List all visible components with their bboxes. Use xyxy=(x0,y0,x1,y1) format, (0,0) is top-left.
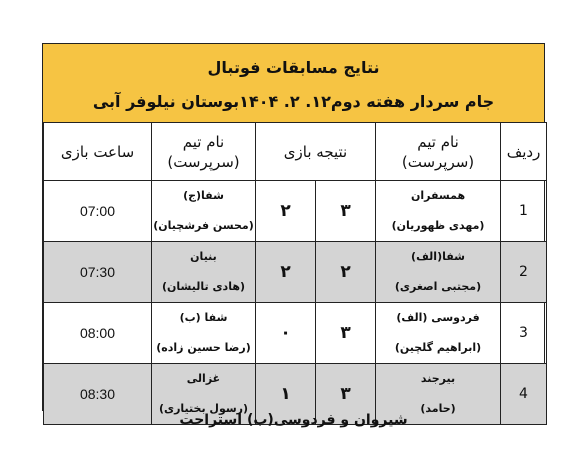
results-table xyxy=(43,122,547,425)
rest-note: شیروان و فردوسی(ب) استراحت xyxy=(179,412,408,428)
match-time: 07:30 xyxy=(44,242,152,303)
away-team-name: شفا (ب) xyxy=(179,311,228,324)
home-score: ۳ xyxy=(316,181,376,242)
away-team-cell xyxy=(152,303,256,364)
header-result: نتیجه بازی xyxy=(256,123,376,181)
away-score: ۰ xyxy=(256,303,316,364)
table-row xyxy=(44,303,547,364)
home-score: ۳ xyxy=(316,364,376,425)
home-team-coach: (مجتبی اصغری) xyxy=(394,280,482,293)
home-team-cell xyxy=(376,303,501,364)
away-team-name: شفا(ج) xyxy=(183,189,224,202)
away-score: ۲ xyxy=(256,242,316,303)
away-team-name: غزالی xyxy=(186,372,221,385)
away-team-cell xyxy=(152,242,256,303)
home-team-name: همسفران xyxy=(410,189,466,202)
away-team-coach: (رضا حسین زاده) xyxy=(156,341,251,354)
row-number: 4 xyxy=(501,364,547,425)
table-subtitle: جام سردار هفته دوم۱۲. ۲. ۱۴۰۴بوستان نیلوفر آبی xyxy=(92,92,495,111)
away-team-cell xyxy=(152,181,256,242)
match-time: 07:00 xyxy=(44,181,152,242)
header-home-team: نام تیم (سرپرست) xyxy=(376,123,501,181)
title-band xyxy=(43,44,544,123)
table-title: نتایج مسابقات فوتبال xyxy=(207,58,380,77)
home-team-name: فردوسی (الف) xyxy=(396,311,480,324)
home-score: ۳ xyxy=(316,303,376,364)
row-number: 2 xyxy=(501,242,547,303)
home-team-coach: (مهدی ظهوریان) xyxy=(391,219,485,232)
table-row xyxy=(44,181,547,242)
table-row xyxy=(44,242,547,303)
home-team-coach: (حامد) xyxy=(420,402,456,415)
header-away-team: نام تیم (سرپرست) xyxy=(152,123,256,181)
results-table-frame xyxy=(42,43,545,415)
away-score: ۲ xyxy=(256,181,316,242)
away-score: ۱ xyxy=(256,364,316,425)
match-time: 08:00 xyxy=(44,303,152,364)
header-time: ساعت بازی xyxy=(44,123,152,181)
header-row xyxy=(44,123,547,181)
home-team-cell xyxy=(376,242,501,303)
row-number: 1 xyxy=(501,181,547,242)
header-row-number: ردیف xyxy=(501,123,547,181)
away-team-name: بنیان xyxy=(190,250,217,263)
row-number: 3 xyxy=(501,303,547,364)
away-team-coach: (هادی تالیشان) xyxy=(162,280,245,293)
home-team-coach: (ابراهیم گلچین) xyxy=(394,341,482,354)
home-team-name: شفا(الف) xyxy=(411,250,465,263)
home-team-name: بیرجند xyxy=(420,372,456,385)
home-team-cell xyxy=(376,181,501,242)
match-time: 08:30 xyxy=(44,364,152,425)
away-team-coach: (محسن فرشچیان) xyxy=(153,219,254,232)
home-score: ۲ xyxy=(316,242,376,303)
away-team-coach: (رسول بختیاری) xyxy=(158,402,249,415)
